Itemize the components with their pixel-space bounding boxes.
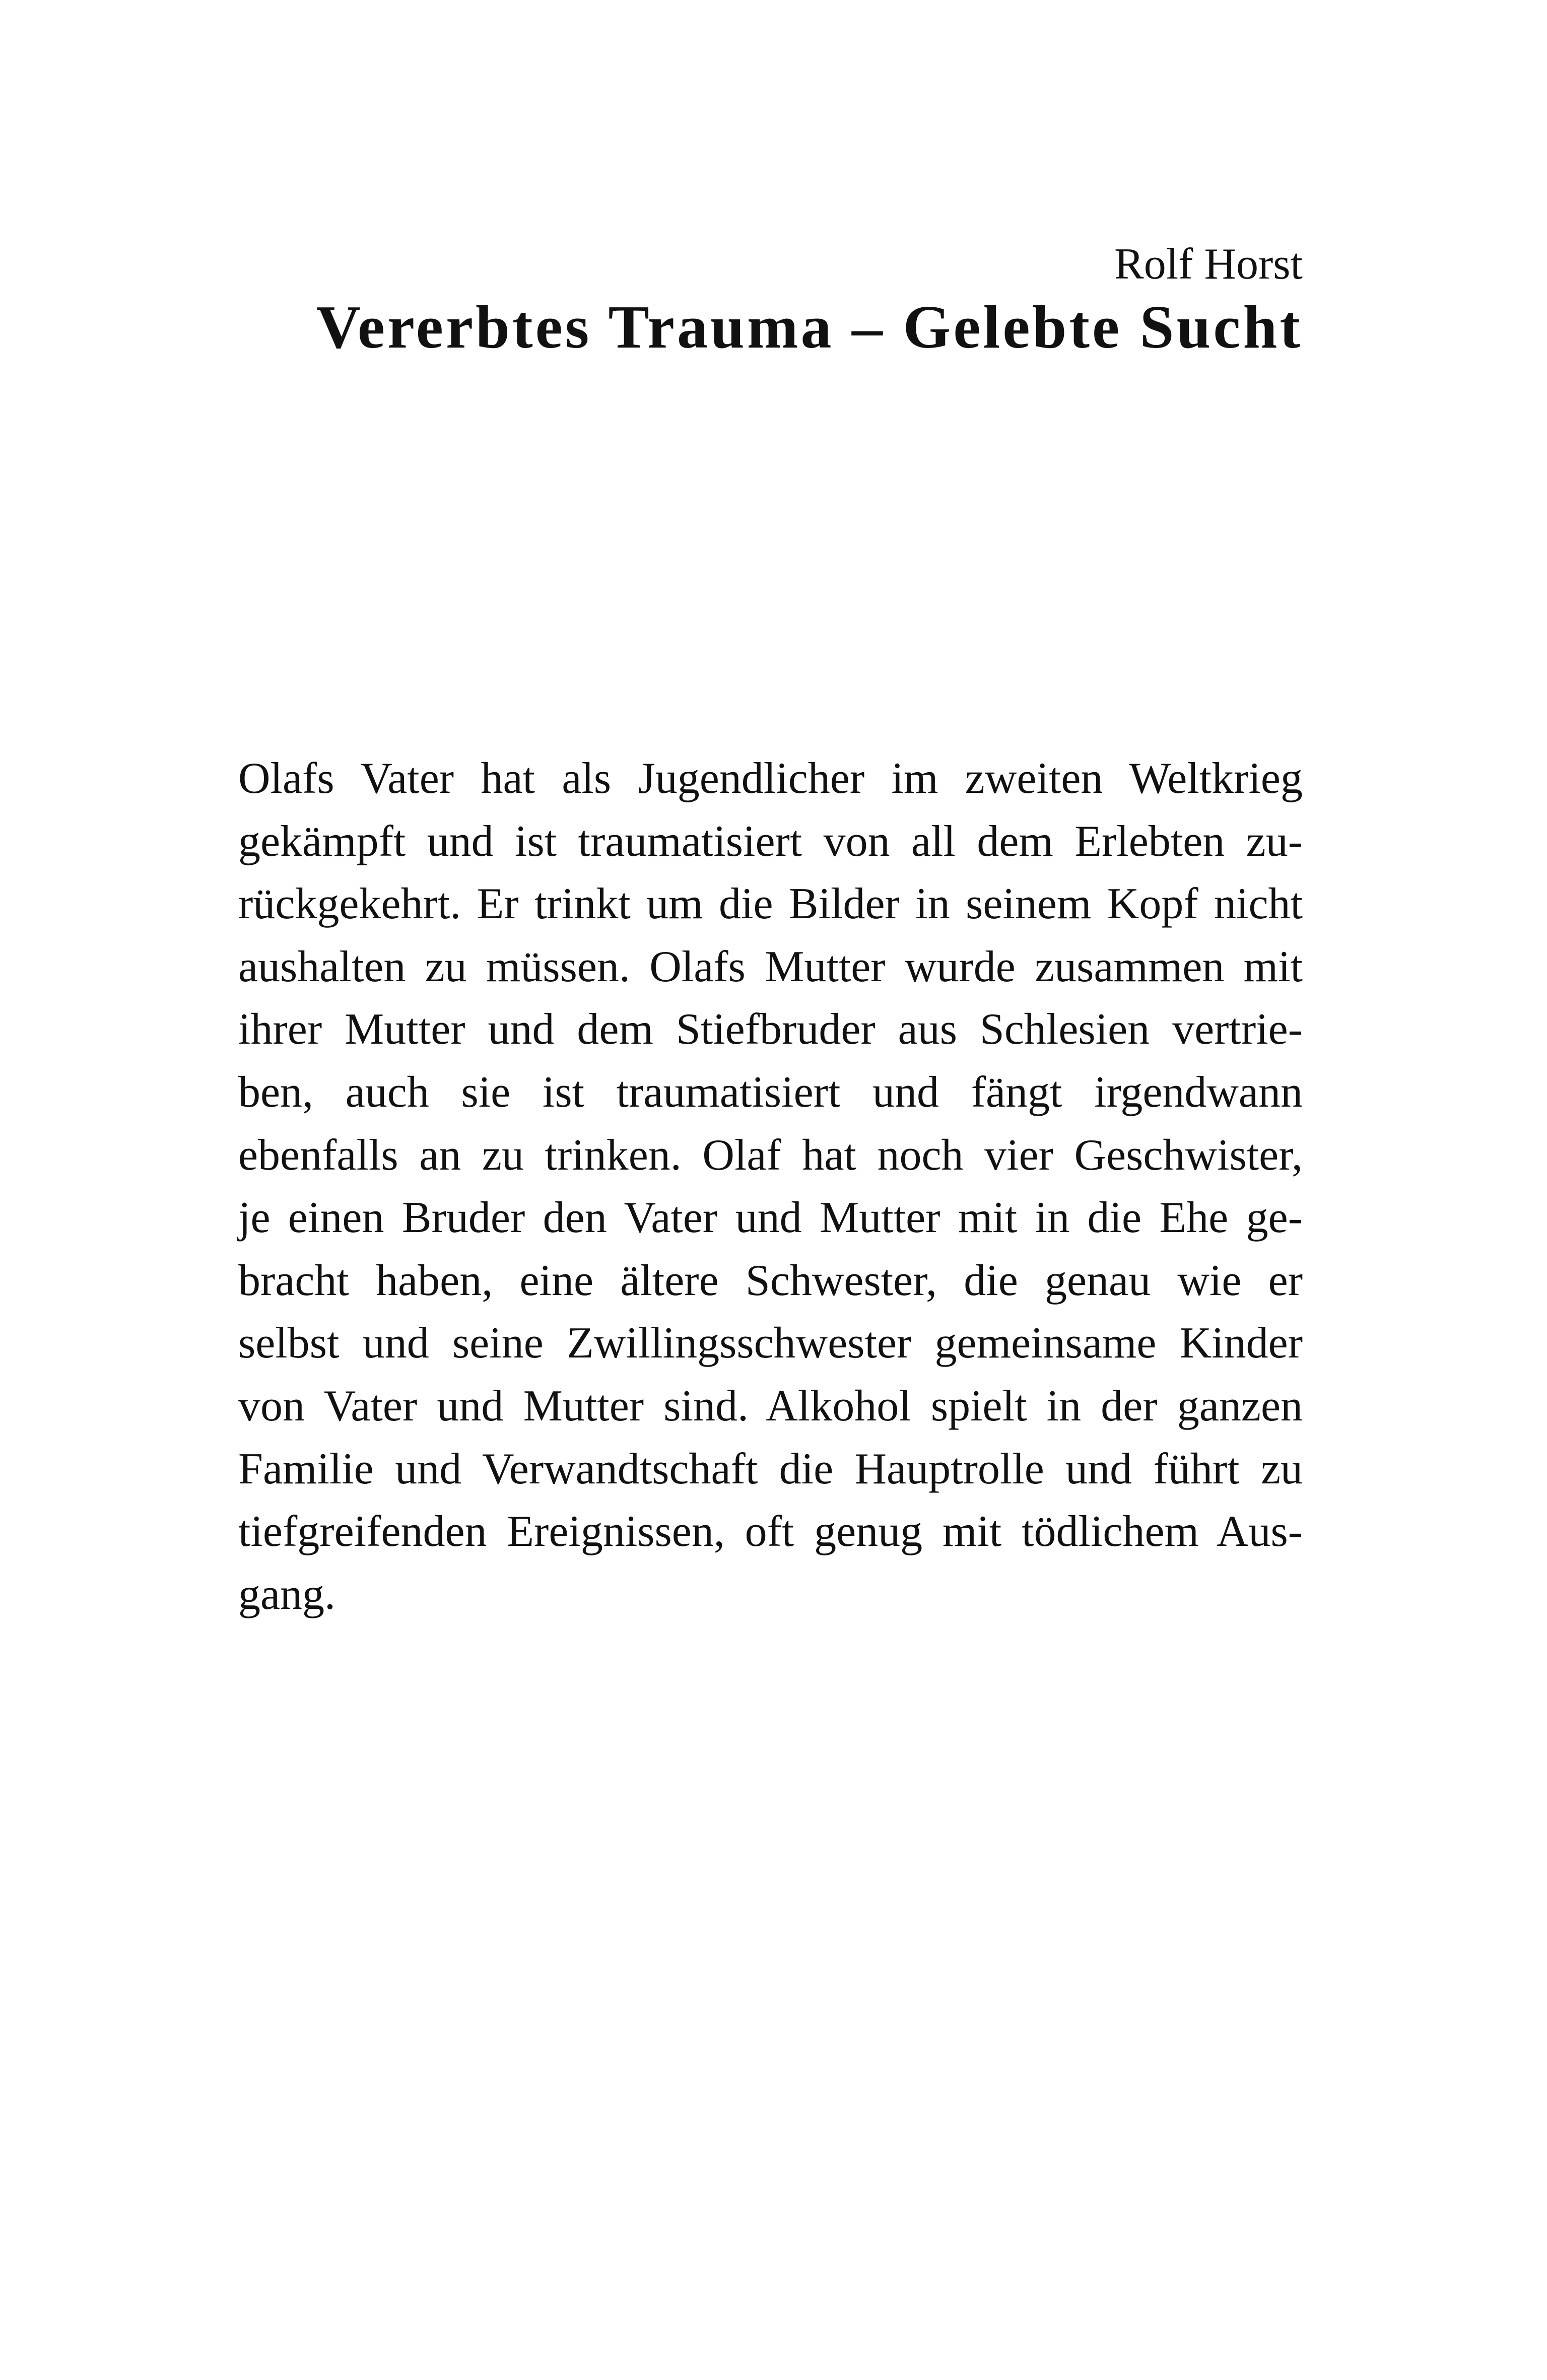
blurb-line: ihrer Mutter und dem Stiefbruder aus Schlesien vertrie- (238, 1005, 1303, 1054)
blurb-line: tiefgreifenden Ereignissen, oft genug mit tödlichem Aus- (238, 1507, 1303, 1556)
book-title: Vererbtes Trauma – Gelebte Sucht (316, 293, 1303, 361)
author-name: Rolf Horst (1114, 240, 1303, 289)
blurb-line: ben, auch sie ist traumatisiert und fängt irgendwann (238, 1067, 1303, 1117)
blurb-line: von Vater und Mutter sind. Alkohol spielt in der ganzen (238, 1381, 1303, 1431)
blurb-line: gekämpft und ist traumatisiert von all dem Erlebten zu- (238, 817, 1303, 866)
blurb-line: je einen Bruder den Vater und Mutter mit in die Ehe ge- (238, 1193, 1303, 1243)
blurb-line: Olafs Vater hat als Jugendlicher im zweiten Weltkrieg (238, 754, 1303, 803)
blurb-line: selbst und seine Zwillingsschwester gemeinsame Kinder (238, 1319, 1303, 1368)
blurb-line: bracht haben, eine ältere Schwester, die genau wie er (238, 1256, 1303, 1305)
blurb-line: ebenfalls an zu trinken. Olaf hat noch vier Geschwister, (238, 1130, 1303, 1180)
blurb-line: rückgekehrt. Er trinkt um die Bilder in seinem Kopf nicht (238, 879, 1303, 929)
title-block (245, 237, 1303, 363)
blurb-line: gang. (238, 1570, 336, 1619)
blurb-line: Familie und Verwandtschaft die Hauptrolle und führt zu (238, 1444, 1303, 1493)
blurb-line: aushalten zu müssen. Olafs Mutter wurde zusammen mit (238, 942, 1303, 991)
blurb-paragraph (238, 747, 1303, 1626)
